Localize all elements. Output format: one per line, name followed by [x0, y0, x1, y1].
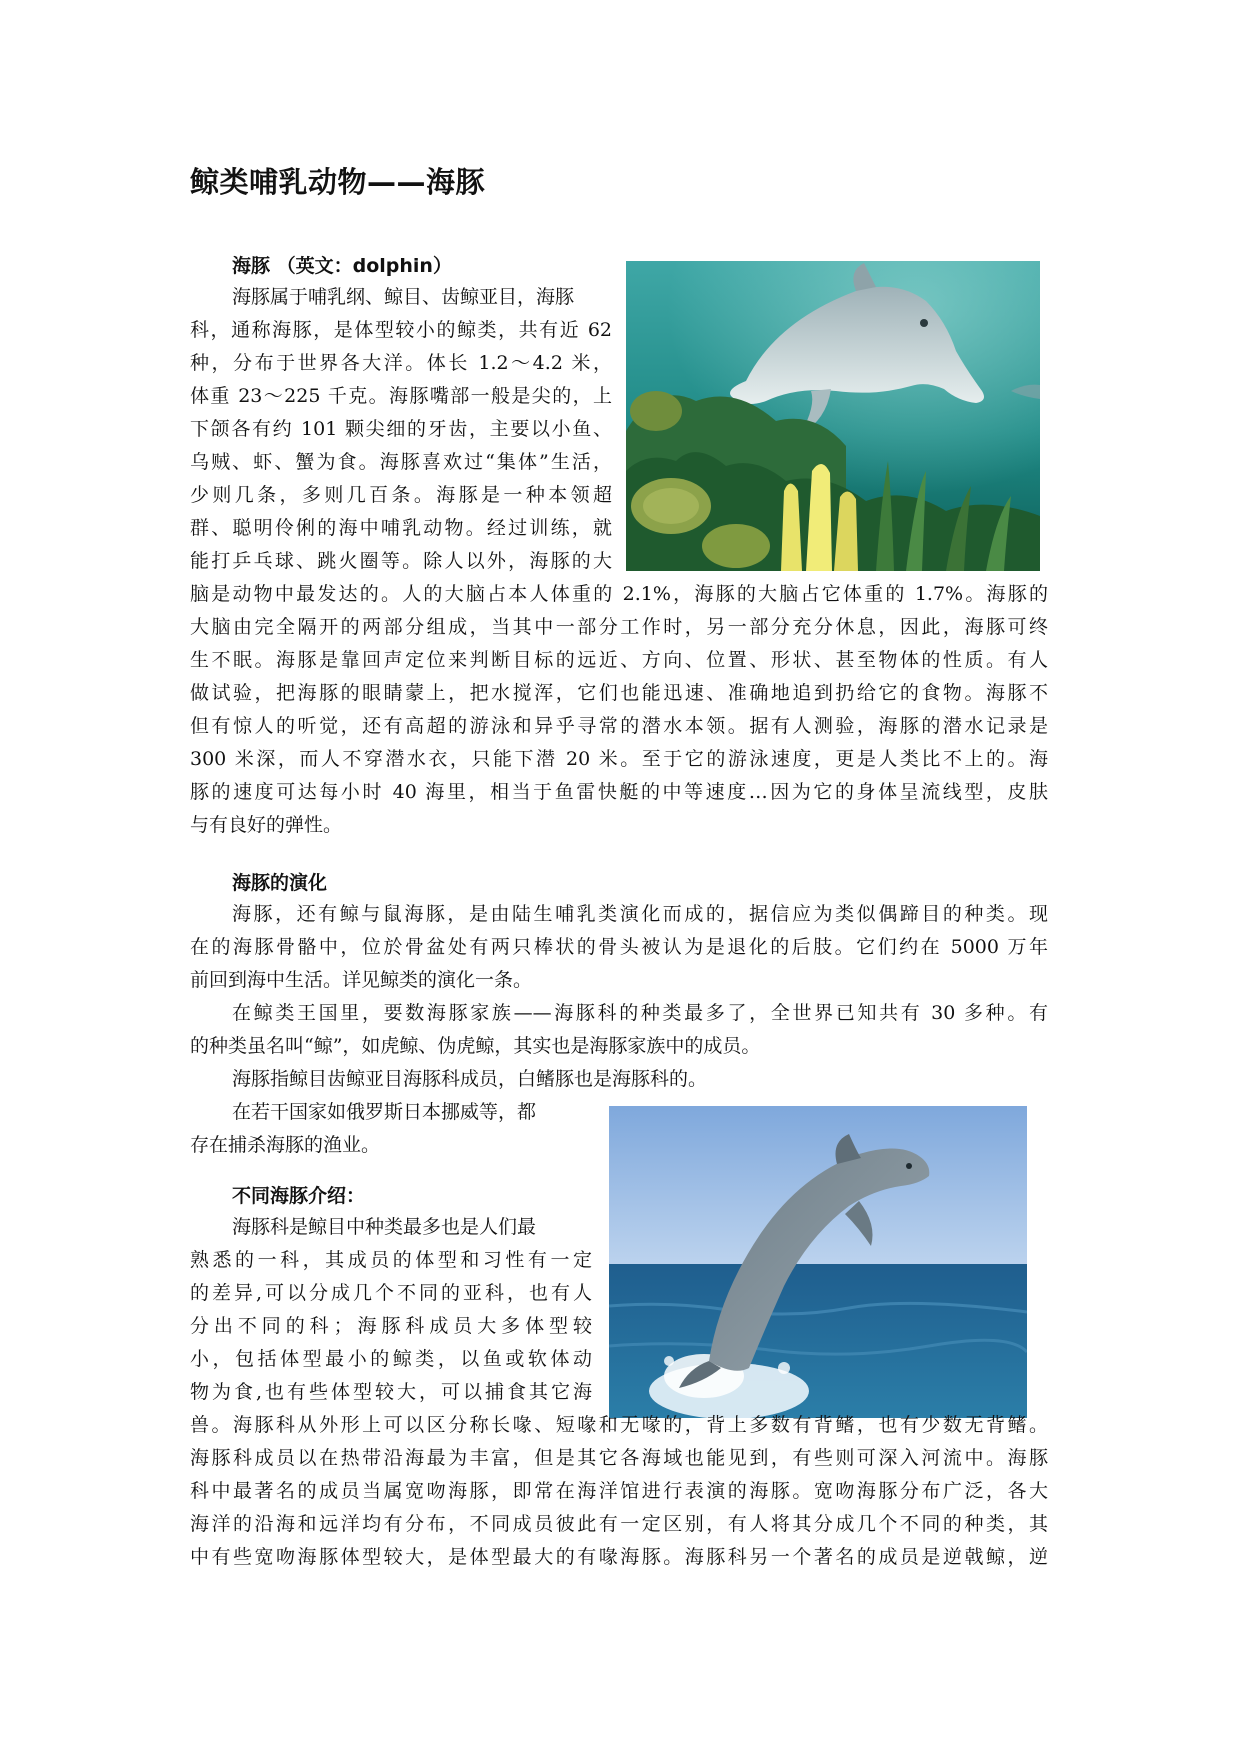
paragraph-line: 科，通称海豚，是体型较小的鲸类，共有近 62 [190, 319, 612, 341]
paragraph-line: 在的海豚骨骼中，位於骨盆处有两只棒状的骨头被认为是退化的后肢。它们约在 5000 万年 [190, 936, 1048, 958]
paragraph-line: 下颌各有约 101 颗尖细的牙齿，主要以小鱼、 [190, 418, 612, 440]
paragraph-line: 前回到海中生活。详见鲸类的演化一条。 [190, 969, 533, 991]
paragraph-line: 乌贼、虾、蟹为食。海豚喜欢过“集体”生活， [190, 451, 612, 473]
section-heading-evolution: 海豚的演化 [232, 872, 328, 894]
paragraph-line: 小，包括体型最小的鲸类，以鱼或软体动 [190, 1348, 592, 1370]
paragraph-line: 中有些宽吻海豚体型较大，是体型最大的有喙海豚。海豚科另一个著名的成员是逆戟鲸，逆 [190, 1546, 1048, 1568]
paragraph-line: 豚的速度可达每小时 40 海里，相当于鱼雷快艇的中等速度…因为它的身体呈流线型，皮肤 [190, 781, 1048, 803]
paragraph-line: 的差异,可以分成几个不同的亚科，也有人 [190, 1282, 592, 1304]
section-heading-types: 不同海豚介绍： [232, 1185, 366, 1207]
paragraph-line: 兽。海豚科从外形上可以区分称长喙、短喙和无喙的，背上多数有背鳍，也有少数无背鳍。 [190, 1414, 1048, 1436]
paragraph-line: 300 米深，而人不穿潜水衣，只能下潜 20 米。至于它的游泳速度，更是人类比不上的。海 [190, 748, 1048, 770]
paragraph-line: 科中最著名的成员当属宽吻海豚，即常在海洋馆进行表演的海豚。宽吻海豚分布广泛，各大 [190, 1480, 1048, 1502]
leaping-dolphin-photo [609, 1106, 1027, 1418]
paragraph-line: 做试验，把海豚的眼睛蒙上，把水搅浑，它们也能迅速、准确地追到扔给它的食物。海豚不 [190, 682, 1048, 704]
paragraph-line: 海豚属于哺乳纲、鲸目、齿鲸亚目，海豚 [232, 286, 575, 308]
paragraph-line: 存在捕杀海豚的渔业。 [190, 1134, 381, 1156]
paragraph-line: 在若干国家如俄罗斯日本挪威等，都 [232, 1101, 537, 1123]
paragraph-line: 海豚，还有鲸与鼠海豚，是由陆生哺乳类演化而成的，据信应为类似偶蹄目的种类。现 [232, 903, 1048, 925]
paragraph-line: 能打乒乓球、跳火圈等。除人以外，海豚的大 [190, 550, 612, 572]
paragraph-line: 体重 23～225 千克。海豚嘴部一般是尖的，上 [190, 385, 612, 407]
paragraph-line: 少则几条，多则几百条。海豚是一种本领超 [190, 484, 612, 506]
paragraph-line: 海豚科成员以在热带沿海最为丰富，但是其它各海域也能见到，有些则可深入河流中。海豚 [190, 1447, 1048, 1469]
paragraph-line: 种，分布于世界各大洋。体长 1.2～4.2 米， [190, 352, 612, 374]
paragraph-line: 海豚科是鲸目中种类最多也是人们最 [232, 1216, 537, 1238]
paragraph-line: 群、聪明伶俐的海中哺乳动物。经过训练，就 [190, 517, 612, 539]
paragraph-line: 但有惊人的听觉，还有高超的游泳和异乎寻常的潜水本领。据有人测验，海豚的潜水记录是 [190, 715, 1048, 737]
paragraph-line: 海豚指鲸目齿鲸亚目海豚科成员，白鳍豚也是海豚科的。 [232, 1068, 708, 1090]
paragraph-line: 物为食,也有些体型较大，可以捕食其它海 [190, 1381, 592, 1403]
paragraph-line: 与有良好的弹性。 [190, 814, 343, 836]
paragraph-line: 在鲸类王国里，要数海豚家族——海豚科的种类最多了，全世界已知共有 30 多种。有 [232, 1002, 1048, 1024]
paragraph-line: 生不眠。海豚是靠回声定位来判断目标的远近、方向、位置、形状、甚至物体的性质。有人 [190, 649, 1048, 671]
paragraph-line: 脑是动物中最发达的。人的大脑占本人体重的 2.1%，海豚的大脑占它体重的 1.7%。海豚的 [190, 583, 1048, 605]
page-title: 鲸类哺乳动物——海豚 [190, 165, 486, 199]
paragraph-line: 海洋的沿海和远洋均有分布，不同成员彼此有一定区别，有人将其分成几个不同的种类，其 [190, 1513, 1048, 1535]
paragraph-line: 分出不同的科；海豚科成员大多体型较 [190, 1315, 592, 1337]
paragraph-line: 大脑由完全隔开的两部分组成，当其中一部分工作时，另一部分充分休息，因此，海豚可终 [190, 616, 1048, 638]
underwater-dolphin-image [626, 261, 1040, 571]
section-heading-dolphin: 海豚 （英文：dolphin） [232, 255, 452, 277]
leaping-dolphin-image [609, 1106, 1027, 1418]
paragraph-line: 熟悉的一科，其成员的体型和习性有一定 [190, 1249, 592, 1271]
underwater-dolphin-photo [626, 261, 1040, 571]
paragraph-line: 的种类虽名叫“鲸”，如虎鲸、伪虎鲸，其实也是海豚家族中的成员。 [190, 1035, 761, 1057]
